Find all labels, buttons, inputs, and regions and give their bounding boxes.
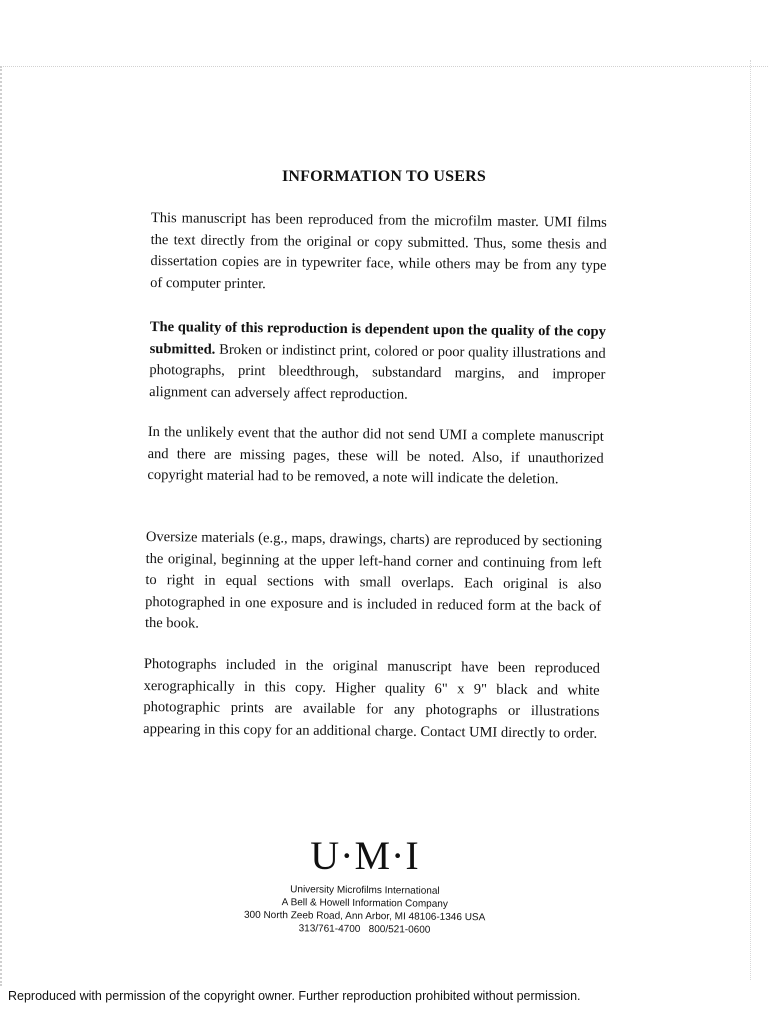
paragraph-oversize: Oversize materials (e.g., maps, drawings, charts) are reproduced by sectioning the original, beginning at the upper left-hand corner and continuing from left to right in equal sections with small overlaps. Each original is also photographed in one exposure and is included in reduced form at the back of the book. <box>144 528 602 632</box>
paragraph-quality-bold: The quality of this reproduction is dependent upon the quality of the copy submitted. <box>149 318 606 358</box>
scan-edge-top <box>0 66 768 67</box>
address-line: A Bell & Howell Information Company <box>281 897 448 910</box>
publisher-address <box>0 880 730 940</box>
paragraph-photographs: Photographs included in the original manuscript have been reproduced xerographically in this copy. Higher quality 6" x 9" black and white photographic prints are available for any photographs or illustrations appearing in this copy for an additional charge. Contact UMI directly to order. <box>143 655 600 742</box>
copyright-footer: Reproduced with permission of the copyright owner. Further reproduction prohibited without permission. <box>8 989 581 1003</box>
paragraph-microfilm: This manuscript has been reproduced from the microfilm master. UMI films the text directly from the original or copy submitted. Thus, some thesis and dissertation copies are in typewriter face, while others may be from any type of computer printer. <box>150 209 607 292</box>
address-line: University Microfilms International <box>290 884 440 897</box>
paragraph-missing-pages: In the unlikely event that the author did not send UMI a complete manuscript and there are missing pages, these will be noted. Also, if unauthorized copyright material had to be removed, a note will indicate the deletion. <box>147 423 604 488</box>
scan-edge-right <box>750 60 757 980</box>
address-line: 313/761-4700 800/521-0600 <box>298 923 431 936</box>
paragraph-quality-rest: Broken or indistinct print, colored or poor quality illustrations and photographs, print bleedthrough, substandard margins, and improper alignment can adversely affect reproduction. <box>149 341 606 403</box>
page-title: INFORMATION TO USERS <box>281 168 487 185</box>
paragraph-quality <box>149 317 606 408</box>
address-line: 300 North Zeeb Road, Ann Arbor, MI 48106-1346 USA <box>243 909 486 924</box>
umi-logo: U·M·I <box>310 833 420 878</box>
